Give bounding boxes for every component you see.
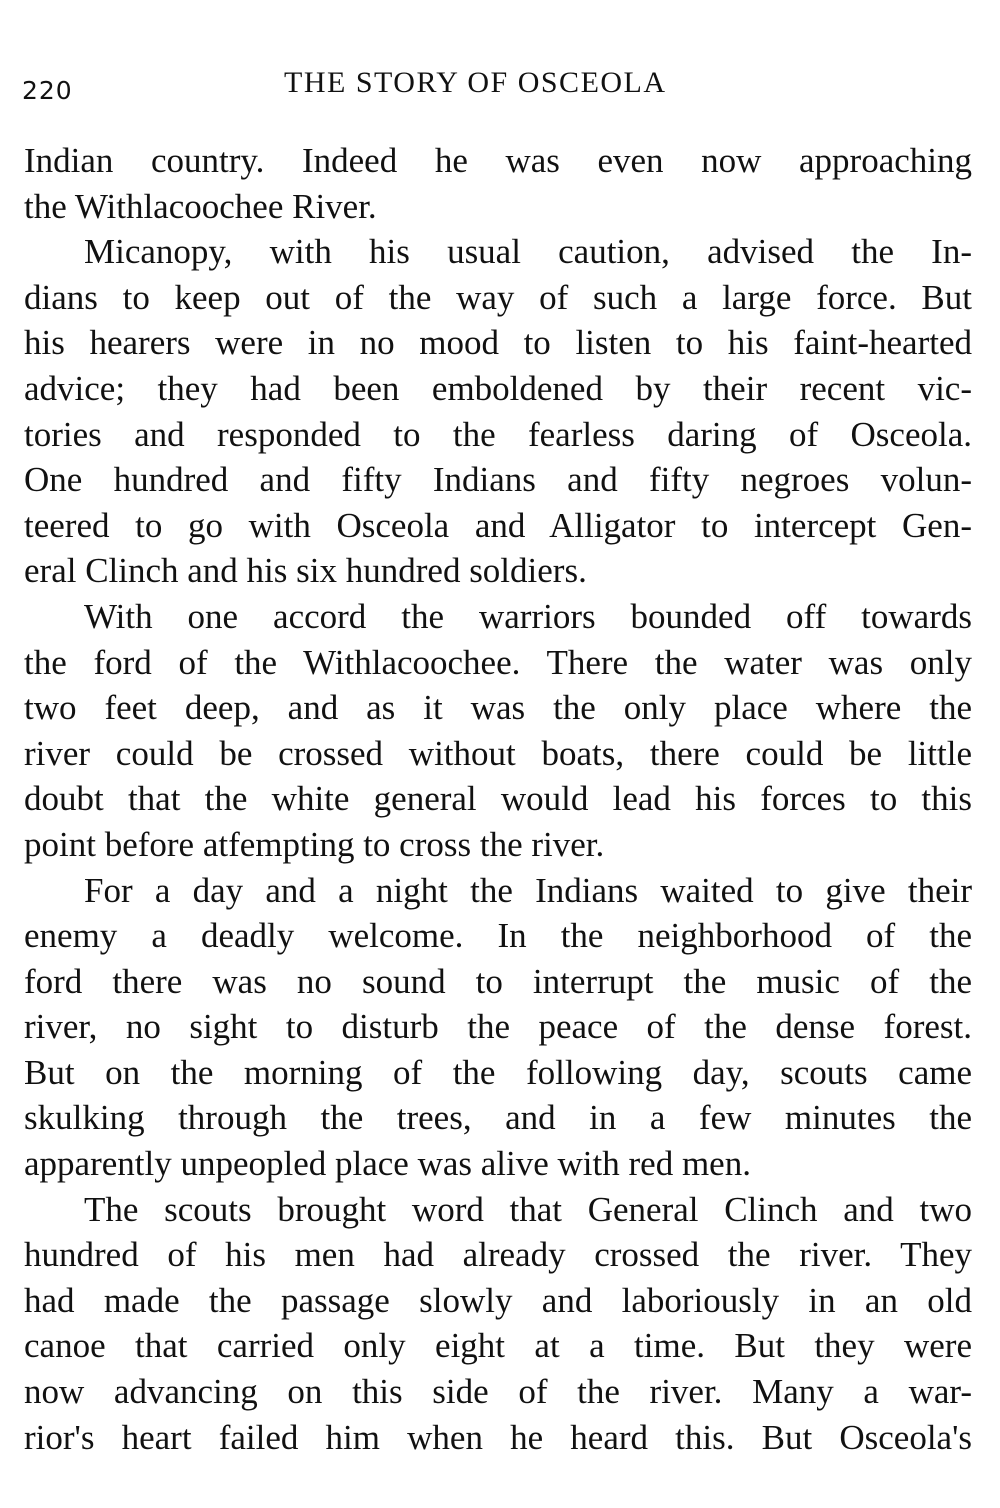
text-line: dians to keep out of the way of such a large force. But — [24, 277, 972, 317]
text-line: apparently unpeopled place was alive with red men. — [24, 1144, 751, 1184]
text-line: river, no sight to disturb the peace of the dense forest. — [24, 1007, 972, 1047]
text-line: now advancing on this side of the river. Many a war- — [24, 1372, 972, 1412]
running-title: THE STORY OF OSCEOLA — [284, 66, 667, 99]
text-line: the Withlacoochee River. — [24, 186, 377, 226]
body-text — [24, 138, 972, 1460]
text-line: With one accord the warriors bounded off towards — [84, 596, 972, 636]
text-line: tories and responded to the fearless daring of Osceola. — [24, 414, 972, 454]
text-line: doubt that the white general would lead his forces to this — [24, 779, 972, 819]
text-line: The scouts brought word that General Clinch and two — [84, 1189, 972, 1229]
text-line: river could be crossed without boats, there could be little — [24, 733, 972, 773]
text-line: But on the morning of the following day, scouts came — [24, 1052, 972, 1092]
text-line: hundred of his men had already crossed the river. They — [24, 1235, 972, 1275]
text-line: ford there was no sound to interrupt the music of the — [24, 961, 972, 1001]
text-line: rior's heart failed him when he heard this. But Osceola's — [24, 1417, 972, 1457]
text-line: two feet deep, and as it was the only place where the — [24, 688, 972, 728]
text-line: teered to go with Osceola and Alligator to intercept Gen- — [24, 505, 972, 545]
text-line: advice; they had been emboldened by their recent vic- — [24, 368, 972, 408]
text-line: Micanopy, with his usual caution, advised the In- — [84, 232, 972, 272]
text-line: skulking through the trees, and in a few minutes the — [24, 1098, 972, 1138]
page-header — [0, 66, 1000, 106]
text-line: eral Clinch and his six hundred soldiers. — [24, 551, 587, 591]
text-line: his hearers were in no mood to listen to his faint-hearted — [24, 323, 972, 363]
text-line: One hundred and fifty Indians and fifty negroes volun- — [24, 460, 972, 500]
page-number: 220 — [22, 76, 73, 105]
text-line: enemy a deadly welcome. In the neighborhood of the — [24, 916, 972, 956]
text-line: the ford of the Withlacoochee. There the water was only — [24, 642, 972, 682]
text-line: had made the passage slowly and laboriously in an old — [24, 1280, 972, 1320]
text-line: Indian country. Indeed he was even now approaching — [24, 141, 972, 180]
text-line: For a day and a night the Indians waited to give their — [84, 870, 972, 910]
text-line: canoe that carried only eight at a time. But they were — [24, 1326, 972, 1366]
text-line: point before atfempting to cross the river. — [24, 824, 605, 864]
